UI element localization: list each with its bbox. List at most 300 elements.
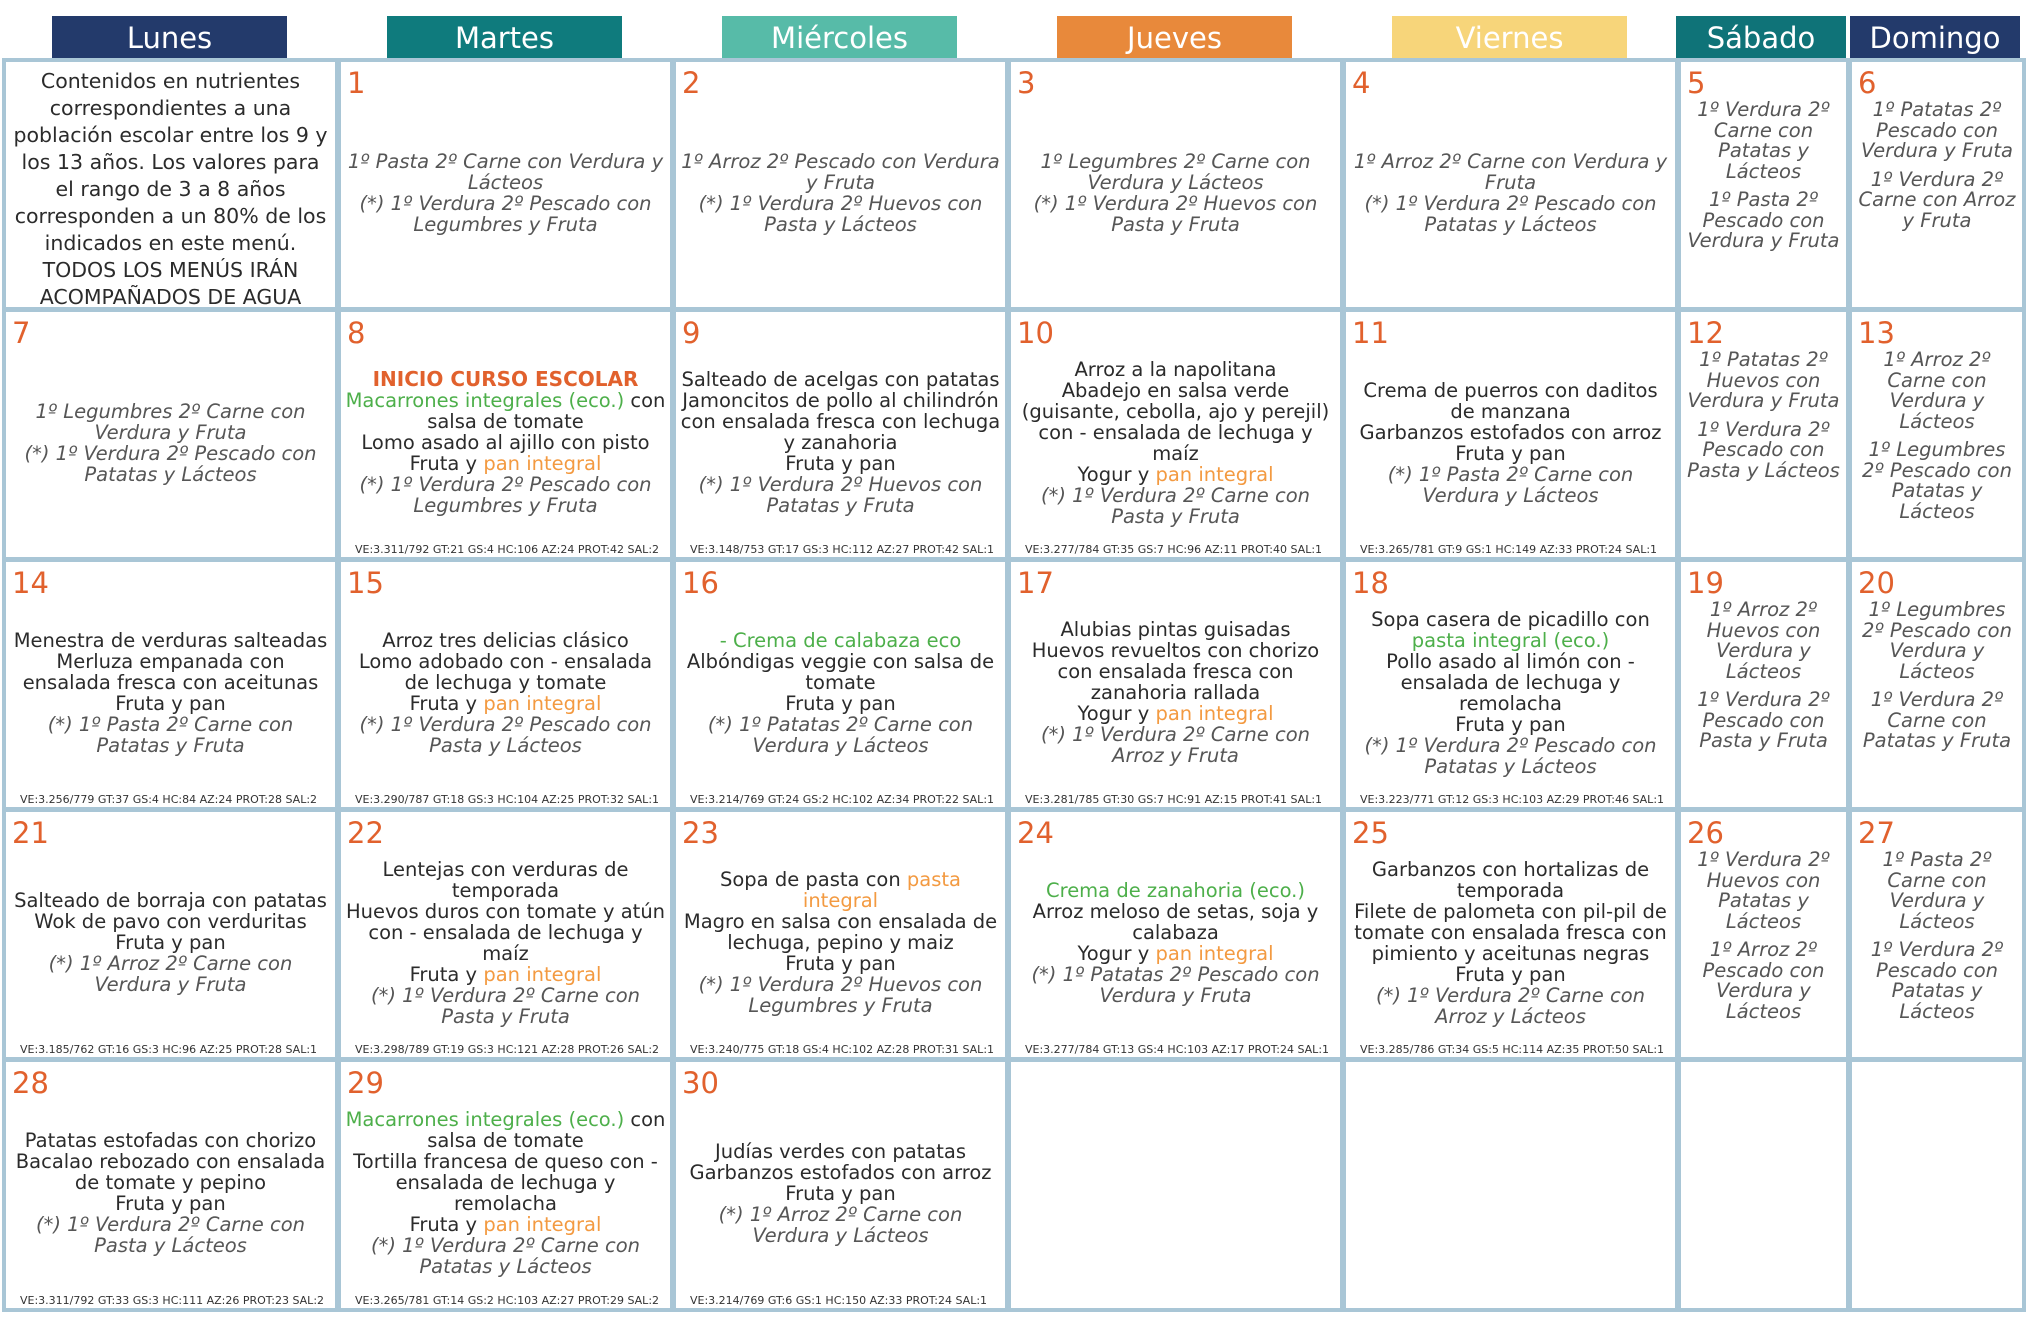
menu-text: Bacalao rebozado con ensalada de tomate y pepino	[15, 1150, 326, 1194]
menu-content	[680, 1098, 1001, 1288]
highlighted-item: Macarrones integrales (eco.)	[345, 1108, 625, 1131]
weekday-header	[0, 0, 2028, 62]
menu-text: Fruta y	[409, 1213, 484, 1236]
day-number: 26	[1687, 816, 1724, 850]
nutrition-values: VE:3.277/784 GT:13 GS:4 HC:103 AZ:17 PROT:24 SAL:1	[1025, 1043, 1330, 1056]
menu-text: 1º Verdura 2º Pescado con Pasta y Fruta	[1697, 688, 1830, 752]
menu-text: Sopa casera de picadillo con	[1371, 607, 1650, 631]
header-day-viernes: Viernes	[1392, 16, 1627, 60]
alternative-menu	[1015, 485, 1336, 527]
day-number: 9	[682, 316, 701, 350]
day-number: 6	[1858, 66, 1877, 100]
menu-line	[785, 1183, 895, 1204]
day-cell-18	[1342, 558, 1679, 811]
day-cell-24	[1007, 808, 1344, 1061]
menu-text: 1º Arroz 2º Carne con Verdura y Fruta	[1353, 149, 1668, 194]
menu-text: Abadejo en salsa verde (guisante, cebolla, ajo y perejil) con - ensalada de lechuga y maíz	[1021, 378, 1330, 465]
menu-line	[345, 390, 666, 432]
menu-line	[1015, 901, 1336, 943]
alternative-menu	[1015, 964, 1336, 1006]
day-cell-16	[672, 558, 1009, 811]
day-cell-7	[2, 308, 339, 561]
menu-content	[345, 98, 666, 287]
menu-text: Fruta y pan	[1455, 962, 1566, 986]
nutrition-values: VE:3.285/786 GT:34 GS:5 HC:114 AZ:35 PROT:50 SAL:1	[1360, 1043, 1665, 1056]
menu-content	[345, 598, 666, 787]
menu-text: Alubias pintas guisadas	[1060, 618, 1291, 641]
menu-text: Wok de pavo con verduritas	[34, 910, 307, 933]
day-number: 23	[682, 816, 719, 850]
alternative-menu	[10, 1214, 331, 1256]
day-cell-21	[2, 808, 339, 1061]
info-text: Contenidos en nutrientes correspondientes a una población escolar entre los 9 y los 13 años. Los valores para el rango de 3 a 8 años corresponden a un 80% de los indicados en este menú.	[13, 69, 328, 255]
day-cell-5	[1677, 58, 1850, 311]
day-cell-14	[2, 558, 339, 811]
alternative-menu	[1350, 464, 1671, 506]
menu-text: Albóndigas veggie con salsa de tomate	[686, 649, 995, 694]
header-day-jueves: Jueves	[1057, 16, 1292, 60]
menu-text: (*) 1º Verdura 2º Pescado con Legumbres y Fruta	[359, 473, 652, 517]
menu-line	[1060, 619, 1290, 640]
nutrition-values: VE:3.281/785 GT:30 GS:7 HC:91 AZ:15 PROT:41 SAL:1	[1025, 793, 1323, 806]
menu-content	[10, 348, 331, 537]
menu-line	[1350, 901, 1671, 964]
day-number: 10	[1017, 316, 1054, 350]
menu-text: Filete de palometa con pil-pil de tomate con ensalada fresca con pimiento y aceitunas negras	[1354, 899, 1667, 965]
menu-content	[680, 848, 1001, 1037]
alternative-menu	[680, 193, 1001, 235]
alternative-menu	[680, 714, 1001, 756]
day-cell-27	[1848, 808, 2026, 1061]
menu-line	[1074, 359, 1276, 380]
menu-text: Patatas estofadas con chorizo	[24, 1129, 317, 1152]
day-number: 22	[347, 816, 384, 850]
menu-content	[1350, 598, 1671, 787]
day-cell-22	[337, 808, 674, 1061]
menu-text: (*) 1º Arroz 2º Carne con Verdura y Fruta	[48, 952, 293, 996]
menu-content	[1856, 848, 2018, 1037]
menu-line	[715, 1141, 966, 1162]
menu-text: (*) 1º Pasta 2º Carne con Verdura y Lácteos	[1387, 462, 1634, 507]
day-number: 16	[682, 566, 719, 600]
highlighted-item: pan integral	[1155, 941, 1274, 965]
header-day-sabado: Sábado	[1676, 16, 1846, 60]
day-cell-3	[1007, 58, 1344, 311]
alternative-menu	[1856, 440, 2018, 522]
menu-line	[1015, 380, 1336, 464]
alternative-menu	[10, 714, 331, 756]
menu-text: Garbanzos estofados con arroz	[689, 1160, 992, 1184]
menu-line	[115, 932, 225, 953]
menu-line	[410, 453, 602, 474]
menu-text: (*) 1º Verdura 2º Huevos con Pasta y Fruta	[1033, 191, 1318, 236]
menu-text: (*) 1º Verdura 2º Carne con Patatas y Lácteos	[370, 1234, 640, 1278]
menu-text: Fruta y pan	[785, 1181, 896, 1205]
day-number: 14	[12, 566, 49, 600]
empty-day-cell	[1677, 1058, 1850, 1312]
highlighted-item: pan integral	[1155, 702, 1274, 725]
menu-text: Fruta y pan	[115, 1192, 226, 1215]
menu-text: (*) 1º Patatas 2º Pescado con Verdura y Fruta	[1031, 962, 1320, 1007]
menu-line	[410, 693, 602, 714]
menu-text: (*) 1º Verdura 2º Huevos con Legumbres y Fruta	[698, 973, 983, 1017]
day-cell-10	[1007, 308, 1344, 561]
day-number: 15	[347, 566, 384, 600]
nutrition-values: VE:3.298/789 GT:19 GS:3 HC:121 AZ:28 PROT:26 SAL:2	[355, 1043, 660, 1056]
menu-line	[689, 1162, 991, 1183]
menu-text: (*) 1º Verdura 2º Carne con Arroz y Fruta	[1040, 723, 1310, 767]
menu-content	[1685, 98, 1842, 287]
menu-line	[345, 859, 666, 901]
menu-line	[1350, 859, 1671, 901]
menu-text: con salsa de tomate	[427, 389, 666, 433]
menu-text: Arroz a la napolitana	[1074, 357, 1277, 381]
menu-text: 1º Verdura 2º Pescado con Patatas y Lácteos	[1870, 938, 2004, 1023]
nutrition-values: VE:3.240/775 GT:18 GS:4 HC:102 AZ:28 PROT:31 SAL:1	[690, 1043, 995, 1056]
alternative-menu	[345, 1235, 666, 1277]
day-cell-17	[1007, 558, 1344, 811]
menu-text: Yogur y	[1077, 462, 1156, 486]
menu-line	[382, 630, 629, 651]
menu-content	[680, 348, 1001, 537]
alternative-menu	[1685, 850, 1842, 932]
alternative-menu	[1856, 600, 2018, 682]
day-cell-11	[1342, 308, 1679, 561]
menu-line	[785, 693, 895, 714]
menu-text: Fruta y	[409, 691, 484, 715]
menu-text: Fruta y	[409, 962, 484, 986]
highlighted-item: pan integral	[483, 962, 602, 986]
menu-line	[720, 630, 962, 651]
menu-content	[1350, 348, 1671, 537]
menu-line	[10, 1151, 331, 1193]
menu-content	[1685, 348, 1842, 537]
highlighted-item: pan integral	[1155, 462, 1274, 486]
menu-content	[1856, 98, 2018, 287]
day-cell-6	[1848, 58, 2026, 311]
menu-text: Huevos duros con tomate y atún con - ensalada de lechuga y maíz	[345, 899, 666, 965]
day-number: 27	[1858, 816, 1895, 850]
menu-text: 1º Legumbres 2º Pescado con Verdura y Lácteos	[1862, 598, 2012, 683]
menu-text: Fruta y	[409, 452, 484, 475]
menu-line	[1359, 422, 1661, 443]
menu-text: Lentejas con verduras de temporada	[382, 857, 629, 902]
menu-line	[14, 890, 327, 911]
menu-text: (*) 1º Verdura 2º Huevos con Pasta y Lácteos	[698, 191, 983, 236]
alternative-menu	[1015, 193, 1336, 235]
menu-content	[680, 598, 1001, 787]
day-number: 1	[347, 66, 366, 100]
menu-text: (*) 1º Verdura 2º Pescado con Pasta y Lácteos	[359, 712, 652, 757]
day-number: 29	[347, 1066, 384, 1100]
alternative-menu	[345, 151, 666, 193]
menu-text: Yogur y	[1077, 702, 1156, 725]
empty-day-cell	[1007, 1058, 1344, 1312]
menu-content	[1685, 848, 1842, 1037]
day-cell-2	[672, 58, 1009, 311]
alternative-menu	[680, 974, 1001, 1016]
header-day-domingo: Domingo	[1850, 16, 2020, 60]
highlighted-item: Macarrones integrales (eco.)	[345, 389, 625, 412]
day-number: 5	[1687, 66, 1706, 100]
menu-text: Fruta y pan	[1455, 712, 1566, 736]
menu-line	[410, 1214, 602, 1235]
menu-line	[680, 911, 1001, 953]
menu-text: 1º Verdura 2º Carne con Patatas y Fruta	[1862, 688, 2012, 752]
empty-day-cell	[1342, 1058, 1679, 1312]
menu-text: Lomo adobado con - ensalada de lechuga y tomate	[358, 649, 653, 694]
menu-content	[10, 1098, 331, 1288]
nutrition-values: VE:3.290/787 GT:18 GS:3 HC:104 AZ:25 PROT:32 SAL:1	[355, 793, 660, 806]
alternative-menu	[345, 985, 666, 1027]
menu-text: 1º Arroz 2º Carne con Verdura y Lácteos	[1883, 348, 1991, 433]
info-box	[2, 58, 339, 311]
menu-text: Fruta y pan	[1455, 441, 1566, 465]
alternative-menu	[1015, 724, 1336, 766]
menu-text: (*) 1º Verdura 2º Huevos con Patatas y Fruta	[698, 473, 983, 517]
menu-line	[115, 1193, 225, 1214]
alternative-menu	[1015, 151, 1336, 193]
alternative-menu	[1350, 735, 1671, 777]
alternative-menu	[1856, 940, 2018, 1022]
menu-line	[1350, 609, 1671, 651]
day-cell-8	[337, 308, 674, 561]
alternative-menu	[1350, 985, 1671, 1027]
menu-text: Fruta y pan	[115, 691, 226, 715]
menu-line	[410, 964, 602, 985]
highlighted-item: pan integral	[483, 1213, 602, 1236]
alternative-menu	[1856, 167, 2018, 232]
menu-line	[1350, 380, 1671, 422]
menu-content	[1015, 98, 1336, 287]
menu-line	[680, 390, 1001, 453]
alternative-menu	[1856, 100, 2018, 162]
menu-line	[1455, 443, 1565, 464]
menu-content	[680, 98, 1001, 287]
menu-text: (*) 1º Patatas 2º Carne con Verdura y Lácteos	[707, 712, 974, 757]
menu-line	[1455, 964, 1565, 985]
menu-text: Merluza empanada con ensalada fresca con aceitunas	[22, 649, 319, 694]
menu-line	[34, 911, 306, 932]
menu-text: (*) 1º Verdura 2º Carne con Pasta y Lácteos	[35, 1213, 305, 1257]
menu-text: 1º Verdura 2º Pescado con Pasta y Lácteos	[1687, 417, 1840, 482]
day-cell-29	[337, 1058, 674, 1312]
menu-text: con salsa de tomate	[427, 1108, 666, 1152]
day-number: 18	[1352, 566, 1389, 600]
menu-text: 1º Pasta 2º Carne con Verdura y Lácteos	[1882, 848, 1992, 933]
day-cell-28	[2, 1058, 339, 1312]
menu-text: Arroz meloso de setas, soja y calabaza	[1032, 899, 1319, 944]
day-number: 19	[1687, 566, 1724, 600]
menu-line	[1077, 943, 1273, 964]
menu-content	[1350, 98, 1671, 287]
menu-text: (*) 1º Verdura 2º Pescado con Patatas y Lácteos	[1364, 733, 1657, 778]
menu-text: Salteado de borraja con patatas	[14, 889, 327, 912]
highlighted-item: pan integral	[483, 452, 602, 475]
day-number: 4	[1352, 66, 1371, 100]
day-cell-19	[1677, 558, 1850, 811]
day-number: 24	[1017, 816, 1054, 850]
menu-text: Salteado de acelgas con patatas	[681, 368, 1000, 391]
nutrition-values: VE:3.311/792 GT:33 GS:3 HC:111 AZ:26 PROT:23 SAL:2	[20, 1294, 325, 1307]
menu-line	[680, 869, 1001, 911]
day-cell-9	[672, 308, 1009, 561]
nutrition-values: VE:3.265/781 GT:9 GS:1 HC:149 AZ:33 PROT:24 SAL:1	[1360, 543, 1658, 556]
menu-line	[1046, 880, 1305, 901]
event-label	[373, 369, 639, 390]
day-cell-23	[672, 808, 1009, 1061]
menu-text: (*) 1º Verdura 2º Pescado con Patatas y Lácteos	[1364, 191, 1657, 236]
menu-text: 1º Legumbres 2º Pescado con Patatas y Lácteos	[1862, 438, 2012, 523]
menu-text: Jamoncitos de pollo al chilindrón con ensalada fresca con lechuga y zanahoria	[680, 389, 1001, 454]
menu-content	[1015, 348, 1336, 537]
menu-text: (*) 1º Verdura 2º Carne con Arroz y Lácteos	[1375, 983, 1645, 1028]
alternative-menu	[1350, 151, 1671, 193]
day-number: 2	[682, 66, 701, 100]
menu-text: Crema de puerros con daditos de manzana	[1363, 378, 1658, 423]
nutrition-values: VE:3.148/753 GT:17 GS:3 HC:112 AZ:27 PROT:42 SAL:1	[690, 543, 995, 556]
alternative-menu	[1685, 350, 1842, 412]
alternative-menu	[1685, 940, 1842, 1022]
menu-text: Fruta y pan	[785, 952, 896, 975]
alternative-menu	[680, 1204, 1001, 1246]
menu-content	[1856, 598, 2018, 787]
menu-text: Garbanzos estofados con arroz	[1359, 420, 1662, 444]
menu-line	[680, 651, 1001, 693]
day-number: 21	[12, 816, 49, 850]
day-cell-15	[337, 558, 674, 811]
menu-text: (*) 1º Arroz 2º Carne con Verdura y Lácteos	[718, 1202, 963, 1247]
menu-text: 1º Legumbres 2º Carne con Verdura y Fruta	[35, 399, 306, 444]
day-number: 30	[682, 1066, 719, 1100]
highlighted-item: Crema de zanahoria (eco.)	[1045, 878, 1305, 902]
menu-text: Pollo asado al limón con - ensalada de lechuga y remolacha	[1386, 649, 1635, 715]
menu-text: Fruta y pan	[115, 931, 226, 954]
menu-line	[345, 901, 666, 964]
alternative-menu	[1350, 193, 1671, 235]
day-number: 12	[1687, 316, 1724, 350]
menu-content	[1856, 348, 2018, 537]
menu-line	[361, 432, 649, 453]
menu-content	[1015, 598, 1336, 787]
alternative-menu	[680, 151, 1001, 193]
menu-content	[1015, 848, 1336, 1037]
nutrition-values: VE:3.214/769 GT:6 GS:1 HC:150 AZ:33 PROT:24 SAL:1	[690, 1294, 988, 1307]
menu-text: 1º Arroz 2º Huevos con Verdura y Lácteos	[1706, 598, 1821, 683]
menu-text: Lomo asado al ajillo con pisto	[361, 431, 650, 454]
menu-text: 1º Arroz 2º Pescado con Verdura y Fruta	[681, 149, 1000, 194]
menu-text: (*) 1º Verdura 2º Pescado con Patatas y Lácteos	[24, 441, 317, 486]
highlighted-item: - Crema de calabaza eco	[719, 628, 962, 652]
nutrition-values: VE:3.214/769 GT:24 GS:2 HC:102 AZ:34 PROT:22 SAL:1	[690, 793, 995, 806]
alternative-menu	[10, 443, 331, 485]
menu-text: Tortilla francesa de queso con - ensalada de lechuga y remolacha	[353, 1150, 658, 1215]
day-number: 8	[347, 316, 366, 350]
day-number: 11	[1352, 316, 1389, 350]
day-number: 3	[1017, 66, 1036, 100]
alternative-menu	[10, 401, 331, 443]
menu-text: 1º Legumbres 2º Carne con Verdura y Lácteos	[1040, 149, 1311, 194]
alternative-menu	[345, 193, 666, 235]
alternative-menu	[1685, 190, 1842, 252]
day-cell-12	[1677, 308, 1850, 561]
menu-text: Judías verdes con patatas	[714, 1139, 967, 1163]
menu-line	[1455, 714, 1565, 735]
menu-text: Menestra de verduras salteadas	[13, 628, 328, 652]
day-number: 13	[1858, 316, 1895, 350]
day-cell-4	[1342, 58, 1679, 311]
menu-text: (*) 1º Verdura 2º Pescado con Legumbres y Fruta	[359, 191, 652, 236]
menu-text: 1º Pasta 2º Carne con Verdura y Lácteos	[347, 149, 664, 194]
menu-text: Arroz tres delicias clásico	[382, 628, 629, 652]
menu-text: 1º Verdura 2º Huevos con Patatas y Lácteos	[1697, 848, 1830, 933]
alternative-menu	[1856, 690, 2018, 752]
menu-text: 1º Patatas 2º Pescado con Verdura y Fruta	[1860, 98, 2014, 162]
day-cell-25	[1342, 808, 1679, 1061]
menu-line	[345, 651, 666, 693]
menu-text: 1º Verdura 2º Carne con Patatas y Lácteos	[1697, 98, 1830, 183]
nutrition-values: VE:3.185/762 GT:16 GS:3 HC:96 AZ:25 PROT:28 SAL:1	[20, 1043, 318, 1056]
nutrition-values: VE:3.256/779 GT:37 GS:4 HC:84 AZ:24 PROT:28 SAL:2	[20, 793, 318, 806]
menu-text: Garbanzos con hortalizas de temporada	[1371, 857, 1650, 902]
menu-line	[345, 1109, 666, 1151]
alternative-menu	[1685, 100, 1842, 182]
menu-line	[115, 693, 225, 714]
menu-line	[14, 630, 328, 651]
day-cell-20	[1848, 558, 2026, 811]
menu-line	[25, 1130, 316, 1151]
menu-text: Fruta y pan	[785, 452, 896, 475]
calendar-grid	[0, 58, 2028, 1312]
day-number: 25	[1352, 816, 1389, 850]
menu-line	[1350, 651, 1671, 714]
alternative-menu	[1685, 690, 1842, 752]
menu-text: Magro en salsa con ensalada de lechuga, pepino y maiz	[683, 910, 998, 954]
day-cell-1	[337, 58, 674, 311]
alternative-menu	[680, 474, 1001, 516]
menu-line	[10, 651, 331, 693]
nutrition-values: VE:3.265/781 GT:14 GS:2 HC:103 AZ:27 PROT:29 SAL:2	[355, 1294, 660, 1307]
day-number: 28	[12, 1066, 49, 1100]
menu-text: (*) 1º Verdura 2º Carne con Pasta y Fruta	[1040, 483, 1310, 528]
nutrition-values: VE:3.311/792 GT:21 GS:4 HC:106 AZ:24 PROT:42 SAL:2	[355, 543, 660, 556]
day-cell-13	[1848, 308, 2026, 561]
menu-text: Sopa de pasta con	[720, 868, 907, 891]
menu-text: Huevos revueltos con chorizo con ensalada fresca con zanahoria rallada	[1031, 639, 1320, 704]
header-day-lunes: Lunes	[52, 16, 287, 60]
menu-text: 1º Verdura 2º Carne con Arroz y Fruta	[1858, 167, 2016, 232]
menu-line	[1077, 464, 1273, 485]
highlighted-item: pan integral	[483, 691, 602, 715]
menu-content	[1685, 598, 1842, 787]
menu-text: (*) 1º Verdura 2º Carne con Pasta y Fruta	[370, 983, 640, 1028]
alternative-menu	[345, 474, 666, 516]
alternative-menu	[10, 953, 331, 995]
menu-text: 1º Arroz 2º Pescado con Verdura y Lácteos	[1702, 938, 1825, 1023]
menu-text: INICIO CURSO ESCOLAR	[372, 367, 639, 391]
highlighted-item: pasta integral	[802, 868, 961, 912]
nutrition-values: VE:3.223/771 GT:12 GS:3 HC:103 AZ:29 PROT:46 SAL:1	[1360, 793, 1665, 806]
alternative-menu	[1685, 417, 1842, 482]
highlighted-item: pasta integral (eco.)	[1411, 628, 1610, 652]
menu-line	[345, 1151, 666, 1214]
header-day-martes: Martes	[387, 16, 622, 60]
day-number: 7	[12, 316, 31, 350]
menu-line	[1015, 640, 1336, 703]
menu-line	[785, 453, 895, 474]
alternative-menu	[1685, 600, 1842, 682]
menu-content	[10, 848, 331, 1037]
